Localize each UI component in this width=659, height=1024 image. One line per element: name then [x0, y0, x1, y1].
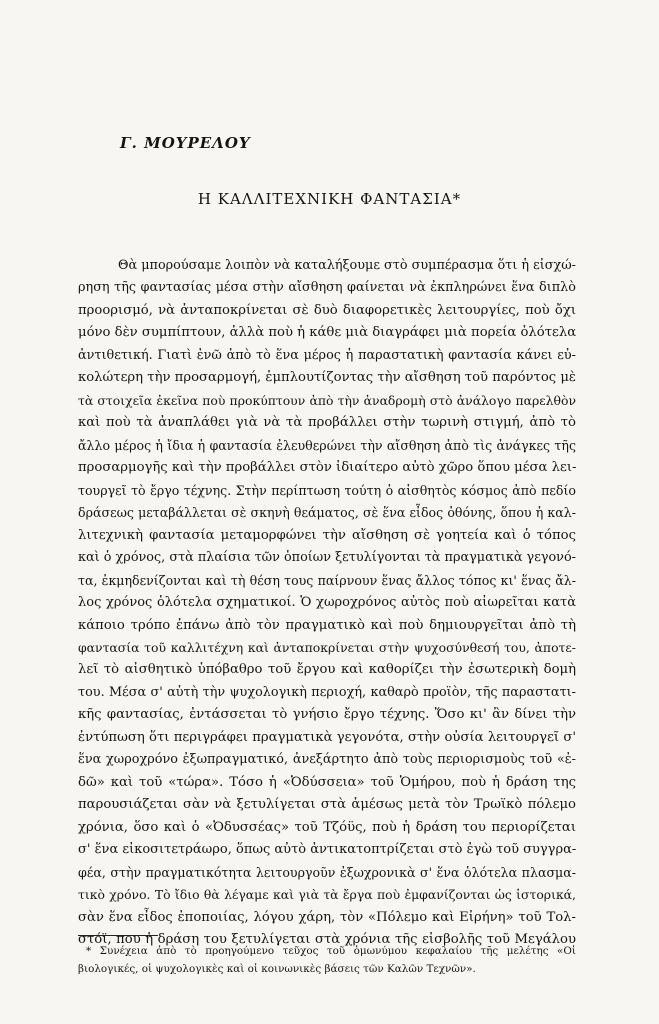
body-text-line: κάποιο τρόπο ἐπάνω ἀπὸ τὸν πραγματικὸ καὶ ποὺ δημιουργεῖται ἀπὸ τὴ — [78, 617, 576, 633]
body-text-line: φέα, στὴν πραγματικότητα λειτουργοῦν ἐξωχρονικὰ σ' ἕνα ὁλότελα πλασμα- — [78, 864, 576, 880]
body-text-line: Θὰ μπορούσαμε λοιπὸν νὰ καταλήξουμε στὸ συμπέρασμα ὅτι ἡ εἰσχώ- — [118, 258, 576, 273]
body-text-line: ἐντύπωση ὅτι περιγράφει πραγματικὰ γεγονότα, στὴν οὐσία λειτουργεῖ σ' — [78, 729, 576, 745]
article-body — [78, 255, 576, 952]
body-text-line: χρόνια, ὅσο καὶ ὁ «Ὀδυσσέας» τοῦ Τζόϋς, ποὺ ἡ δράση του περιορίζεται — [78, 819, 576, 835]
footnote — [78, 942, 576, 978]
body-text-line: καὶ ὁ χρόνος, στὰ πλαίσια τῶν ὁποίων ξετυλίγονται τὰ πραγματικὰ γεγονό- — [78, 550, 576, 566]
body-text-line: ρηση τῆς φαντασίας μέσα στὴν αἴσθηση φαίνεται νὰ ἐκπληρώνει ἕνα διπλὸ — [78, 280, 576, 296]
body-text-line: σ' ἕνα εἰκοσιτετράωρο, ὅπως αὐτὸ ἀντικατοπτρίζεται στὸ ἐγὼ τοῦ συγγρα- — [78, 842, 577, 858]
body-text-line: ἕνα χωροχρόνο ἐξωπραγματικό, ἀνεξάρτητο ἀπὸ τοὺς περιορισμοὺς τοῦ «ἐ- — [78, 752, 576, 768]
body-text-line: λιτεχνικὴ φαντασία μεταμορφώνει τὴν αἴσθηση σὲ γοητεία καὶ ὁ τόπος — [78, 527, 576, 543]
body-text-line: καὶ ποὺ τὰ ἀναπλάθει γιὰ νὰ τὰ προβάλλει στὴν τωρινὴ στιγμή, ἀπὸ τὸ — [78, 415, 576, 431]
body-text-line: προορισμό, νὰ ἀνταποκρίνεται σὲ δυὸ διαφορετικὲς λειτουργίες, ποὺ ὄχι — [78, 302, 576, 318]
body-text-line: φαντασία τοῦ καλλιτέχνη καὶ ἀνταποκρίνεται στὴν ψυχοσύνθεσή του, ἀποτε- — [78, 639, 576, 655]
article-title: Η ΚΑΛΛΙΤΕΧΝΙΚΗ ΦΑΝΤΑΣΙΑ* — [197, 190, 462, 208]
body-text-line: στόϊ, που ἡ δράση του ξετυλίγεται στὰ χρόνια τῆς εἰσβολῆς τοῦ Μεγάλου — [78, 932, 576, 948]
body-text-line: τα, ἐκμηδενίζονται καὶ τὴ θέση τους παίρνουν ἕνας ἄλλος τόπος κι' ἕνας ἄλ- — [78, 572, 576, 588]
body-text-line: κῆς φαντασίας, ἐντάσσεται τὸ γνήσιο ἔργο τέχνης. Ὅσο κι' ἂν δίνει τὴν — [78, 707, 576, 723]
footnote-line: * Συνέχεια ἀπὸ τὸ προηγούμενο τεῦχος τοῦ ὁμωνύμου κεφαλαίου τῆς μελέτης «Οἱ — [86, 945, 576, 957]
body-text-line: προσαρμογῆς καὶ τὴν προβάλλει στὸν ἰδιαίτερο αὐτὸ χῶρο ὅπου μέσα λει- — [78, 460, 577, 476]
body-text-line: του. Μέσα σ' αὐτὴ τὴν ψυχολογικὴ περιοχή, καθαρὸ προϊὸν, τῆς παραστατι- — [78, 684, 576, 700]
body-text-line: κολώτερη τὴν προσαρμογή, ἐμπλουτίζοντας τὴν αἴσθηση τοῦ παρόντος μὲ — [78, 370, 576, 386]
body-text-line: λεῖ τὸ αἰσθητικὸ ὑπόβαθρο τοῦ ἔργου καὶ καθορίζει τὴν ἐσωτερικὴ δομὴ — [78, 662, 576, 678]
body-text-line: δῶ» καὶ τοῦ «τώρα». Τόσο ἡ «Ὀδύσσεια» τοῦ Ὁμήρου, ποὺ ἡ δράση της — [78, 774, 576, 790]
body-text-line: τουργεῖ τὸ ἔργο τέχνης. Στὴν περίπτωση τούτη ὁ αἰσθητὸς κόσμος ἀπὸ πεδίο — [78, 482, 576, 498]
body-text-line: τικὸ χρόνο. Τὸ ἴδιο θὰ λέγαμε καὶ γιὰ τὰ ἔργα ποὺ ἐμφανίζονται ὡς ἱστορικά, — [78, 887, 576, 903]
footnote-line: βιολογικές, οἱ ψυχολογικὲς καὶ οἱ κοινωνικὲς βάσεις τῶν Καλῶν Τεχνῶν». — [78, 963, 476, 975]
body-text-line: δράσεως μεταβάλλεται σὲ σκηνὴ θεάματος, σὲ ἕνα εἶδος ὀθόνης, ὅπου ἡ καλ- — [78, 505, 576, 521]
body-text-line: λος χρόνος ὁλότελα σχηματικοί. Ὁ χωροχρόνος αὐτὸς ποὺ αἰωρεῖται κατὰ — [78, 595, 576, 611]
body-text-line: παρουσιάζεται σὰν νὰ ξετυλίγεται στὰ ἀμέσως μετὰ τὸν Τρωϊκὸ πόλεμο — [78, 797, 576, 813]
body-text-line: ἄλλο μέρος ἡ ἴδια ἡ φαντασία ἐλευθερώνει τὴν αἴσθηση ἀπὸ τὶς ἀνάγκες τῆς — [78, 437, 576, 453]
body-text-line: τὰ στοιχεῖα ἐκεῖνα ποὺ προκύπτουν ἀπὸ τὴν ἀναδρομὴ στὸ ἀνάλογο παρελθὸν — [78, 392, 576, 408]
body-text-line: ἀντιθετική. Γιατὶ ἐνῶ ἀπὸ τὸ ἕνα μέρος ἡ παραστατικὴ φαντασία κάνει εὐ- — [78, 347, 576, 363]
body-text-line: σὰν ἕνα εἶδος ἐποποιίας, λόγου χάρη, τὸν «Πόλεμο καὶ Εἰρήνη» τοῦ Τολ- — [78, 909, 576, 925]
footnote-divider — [78, 935, 158, 936]
author-name: Γ. ΜΟΥΡΕΛΟΥ — [120, 134, 251, 152]
body-text-line: μόνο δὲν συμπίπτουν, ἀλλὰ ποὺ ἡ κάθε μιὰ διαγράφει μιὰ πορεία ὁλότελα — [78, 325, 577, 341]
